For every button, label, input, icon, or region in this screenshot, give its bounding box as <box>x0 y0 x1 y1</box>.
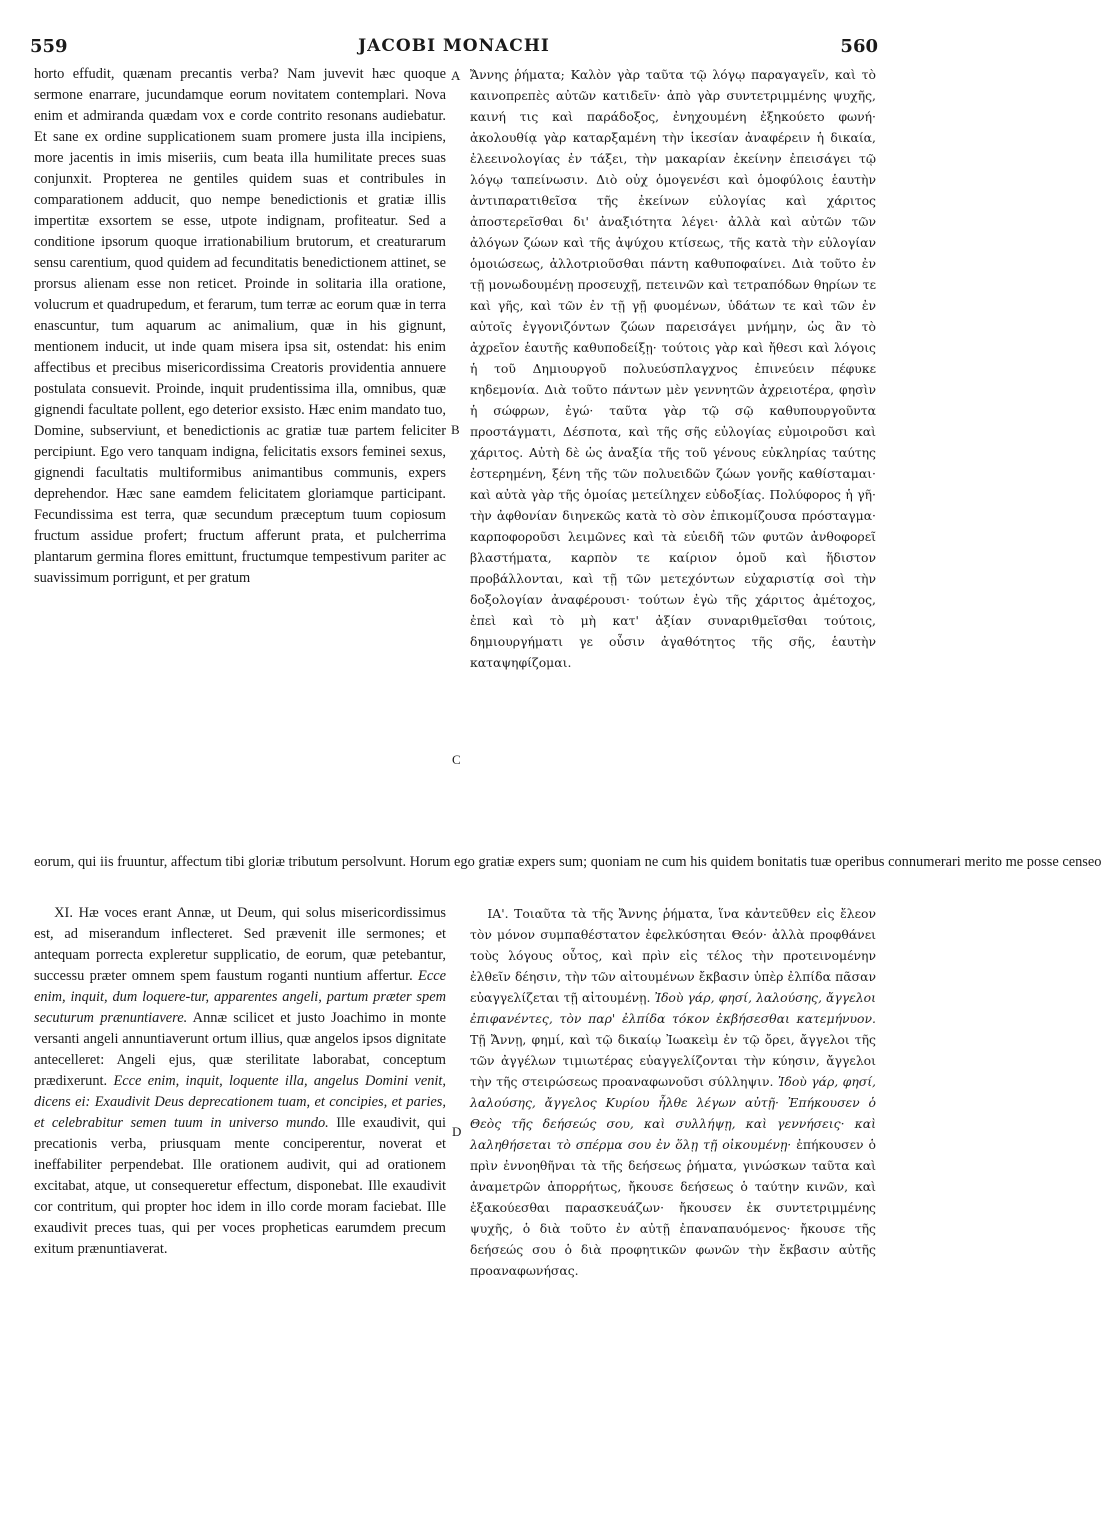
margin-marker-d: D <box>452 1124 462 1139</box>
greek-text: Τῇ Ἄννῃ, φημί, καὶ τῷ δικαίῳ Ἰωακεὶμ ἐν τῷ ὄρει, ἄγγελοι τῆς τῶν ἀγγέλων τιμιωτέρας εὐαγγελίζονται τὴν κύησιν, ἄγγελοι τὴν τῆς στειρώσεως προαναφωνοῦσι σύλληψιν. <box>470 1032 876 1089</box>
running-title: JACOBI MONACHI <box>358 36 550 56</box>
page-number-right: 560 <box>840 36 878 57</box>
greek-quote: Ἰδοὺ γάρ, φησί, λαλούσης, ἄγγελοι ἐπιφανέντες, τὸν παρ' ἐλπίδα τόκον ἐκβήσεσθαι κατεμήνυον. <box>470 990 876 1026</box>
greek-column-top <box>470 64 876 673</box>
margin-marker-c: C <box>452 752 461 767</box>
page-number-left: 559 <box>30 36 68 57</box>
latin-text: XI. Hæ voces erant Annæ, ut Deum, qui solus misericordissimus est, ad miserandum inflecteret. Sed prævenit ille sermones; et antequam porrecta expleretur supplicatio, de eorum, quæ petebantur, successu præter omnem spem faustum roganti nuntium affertur. <box>34 905 446 984</box>
latin-column-top <box>34 64 446 589</box>
latin-quote: Ecce enim, inquit, loquente illa, angelus Domini venit, dicens ei: Exaudivit Deus deprecationem tuam, et concipies, et paries, et celebrabitur semen tuum in universo mundo. <box>34 1073 446 1131</box>
latin-section-xi <box>34 903 446 1260</box>
greek-text: ΙΑ'. Τοιαῦτα τὰ τῆς Ἄννης ῥήματα, ἵνα κἀντεῦθεν εἰς ἔλεον τὸν μόνον συμπαθέστατον ἐφελκύσηται Θεόν· ἀλλὰ προφθάνει τοὺς λόγους οὗτος, καὶ πρὶν εἰς τέλος τὴν προτεινομένην ἐλθεῖν δέησιν, τὴν τῶν αἰτουμένων ἔκβασιν ὑπὲρ ἐλπίδα πᾶσαν εὐαγγελίζεται τῇ αἰτουμένῃ. <box>470 906 876 1005</box>
greek-column-bottom <box>470 903 876 1281</box>
latin-column-bottom <box>34 903 446 1260</box>
margin-marker-b: B <box>451 422 460 437</box>
page-header <box>30 36 878 62</box>
latin-text: Annæ scilicet et justo Joachimo in monte versanti angeli annuntiaverunt ortum illius, quæ angelos ipsos dignitate antecelleret: Angeli ejus, quæ sterilitate laborabat, conceptum prædixerunt. <box>34 1010 446 1089</box>
latin-bridge-line: eorum, qui iis fruuntur, affectum tibi gloriæ tributum persolvunt. Horum ego gratiæ expers sum; quoniam ne cum his quidem bonitatis tuæ operibus connumerari merito me posse censeo <box>34 854 1101 870</box>
latin-text: Ille exaudivit, qui precationis verba, priusquam mente conciperentur, noverat et ineffabiliter perpendebat. Ille orationem audivit, qui ad orationem excitabat, atque, ut consequeretur effectum, disponebat. Ille exaudivit cor contritum, qui propter hoc idem in illo corde moram faciebat. Ille exaudivit preces tuas, qui per voces propheticas earumdem precum exitum prænuntiaverat. <box>34 1115 446 1257</box>
latin-quote: Ecce enim, inquit, dum loquere-tur, apparentes angeli, partum præter spem secuturum prænuntiavere. <box>34 968 446 1026</box>
latin-paragraph: horto effudit, quænam precantis verba? Nam juvevit hæc quoque sermone enarrare, jucundamque eorum novitatem contemplari. Nova enim et admiranda quædam vox e corde contrito resonans audiebatur. Et sane ex ordine supplicationem suam promere justa illa incipiens, more jacentis in imis miseriis, cum beata illa humilitate preces suas conjunxit. Propterea ne gentiles quidem suas et contribules in comparationem adducit, quo nempe benedictionis et gratiæ illis impertitæ exsortem se esse, utpote indignam, profiteatur. Sed a conditione ipsorum quoque irrationabilium brutorum, et creaturarum sensu carentium, quod quidem ad fecunditatis benedictionem attinet, se prorsus alienam esse non reticet. Proinde in solitaria illa oratione, volucrum et quadrupedum, et ferarum, tum terræ ac eorum quæ in terra enascuntur, tum aquarum ac animalium, quæ in his gignunt, mentionem inducit, ut inde quam misera ipsa sit, ostendat: his enim affectibus et precibus misericordissima Creatoris providentia annuere postulata consuevit. Proinde, inquit prudentissima illa, omnibus, quæ gignendi facultate pollent, ego deterior exsisto. Hæc enim mandato tuo, Domine, subserviunt, et benedictionis ac gratiæ tuæ partem feliciter percipiunt. Ego vero tanquam indigna, felicitatis exsors feminei sexus, gignendi facultatis multiformibus animantibus communis, expers deprehendor. Hæc sane eamdem felicitatem gloriamque participant. Fecundissima est terra, quæ secundum præceptum tuum copiosum fructum assidue profert; fructum afferunt prata, et pulcherrima plantarum germina flores emittunt, fructumque tempestivum pariter ac suavissimum porrigunt, et per gratum <box>34 66 446 586</box>
margin-marker-a: A <box>451 68 461 83</box>
greek-section-ia <box>470 903 876 1281</box>
greek-text: ἐπήκουσεν ὁ πρὶν ἐννοηθῆναι τὰ τῆς δεήσεως ῥήματα, γινώσκων ταῦτα καὶ ἀναμετρῶν ἀπορρήτως, ἤκουσε δεήσεως ὁ ταύτην κινῶν, καὶ ἐξακούεσθαι παρασκευάζων· ἤκουσεν ἐκ συντετριμμένης ψυχῆς, ὁ διὰ τοῦτο ἐν αὐτῇ ἐπαναπαυόμενος· ἤκουσε τῆς δεήσεώς σου ὁ διὰ προφητικῶν φωνῶν τὴν ἔκβασιν αὐτῆς προαναφωνήσας. <box>470 1137 876 1278</box>
greek-paragraph: Ἄννης ῥήματα; Καλὸν γὰρ ταῦτα τῷ λόγῳ παραγαγεῖν, καὶ τὸ καινοπρεπὲς αὐτῶν κατιδεῖν· ἀπὸ γὰρ συντετριμμένης ψυχῆς, καινή τις καὶ παράδοξος, ἐνηχουμένη ἐξηκούετο φωνή· ἀκολουθίᾳ γὰρ καταρξαμένη τὴν ἱκεσίαν ἀναφέρειν ἡ δικαία, ἐλεεινολογίας ἐν τάξει, τὴν μακαρίαν ἐκείνην ἐπεισάγει τῷ λόγῳ ταπείνωσιν. Διὸ οὐχ ὁμογενέσι καὶ ὁμοφύλοις ἑαυτὴν ἀντιπαρατιθεῖσα τῆς ἐκείνων εὐλογίας καὶ χάριτος ἀποστερεῖσθαι δι' ἀναξιότητα λέγει· ἀλλὰ καὶ αὐτῶν τῶν ἀλόγων ζώων καὶ τῆς ἀψύχου κτίσεως, τῆς κατὰ τὴν εὐλογίαν ὁμοιώσεως, ἀλλοτριοῦσθαι πάντη καθυποφαίνει. Διὰ τοῦτο ἐν τῇ μονωδουμένῃ προσευχῇ, πετεινῶν καὶ τετραπόδων θηρίων τε καὶ γῆς, καὶ τῶν ἐν τῇ γῇ φυομένων, ὑδάτων τε καὶ τῶν ἐν αὐτοῖς ἐγγονιζόντων ζώων παρεισάγει μνήμην, ὡς ἂν τὸ ἀχρεῖον ἑαυτῆς καθυποδείξῃ· τούτοις γὰρ καὶ ἤθεσι καὶ λόγοις ἡ τοῦ Δημιουργοῦ πολυεύσπλαγχνος ἐπινεύειν πέφυκε κηδεμονία. Διὰ τοῦτο πάντων μὲν γεννητῶν ἀχρειοτέρα, φησὶν ἡ σώφρων, ἐγώ· ταῦτα γὰρ τῷ σῷ καθυπουργοῦντα προστάγματι, Δέσποτα, καὶ τῆς σῆς εὐλογίας εὐμοιροῦσι καὶ χάριτος. Αὐτὴ δὲ ὡς ἀναξία τῆς τοῦ γένους εὐκληρίας ταύτης ἐστερημένη, ξένη τῆς τῶν πολυειδῶν ζώων γονῆς καθίσταμαι· καὶ αὐτὰ γὰρ τῆς ὁμοίας μετείληχεν εὐδοξίας. Πολύφορος ἡ γῆ· τὴν ἀφθονίαν διηνεκῶς κατὰ τὸ σὸν ἐπικομίζουσα πρόσταγμα· καρποφοροῦσι λειμῶνες καὶ τὰ εὐειδῆ τῶν φυτῶν ἀνθοφορεῖ βλαστήματα, καρπὸν τε καίριον ὁμοῦ καὶ ἥδιστον προβάλλονται, καὶ τῇ τῶν μετεχόντων εὐχαριστίᾳ σοὶ τὴν δοξολογίαν ἀναφέρουσι· τούτων ἐγὼ τῆς χάριτος ἀμέτοχος, ἐπεὶ καὶ τὸ μὴ κατ' ἀξίαν συναριθμεῖσθαι τούτοις, δημιουργήματι γε οὖσιν ἀγαθότητος τῆς σῆς, ἑαυτὴν καταψηφίζομαι. <box>470 67 876 670</box>
greek-quote: Ἰδοὺ γάρ, φησί, λαλούσης, ἄγγελος Κυρίου ἦλθε λέγων αὐτῇ· Ἐπήκουσεν ὁ Θεὸς τῆς δεήσεώς σου, καὶ συλλήψῃ, καὶ γεννήσεις· καὶ λαληθήσεται τὸ σπέρμα σου ἐν ὅλῃ τῇ οἰκουμένῃ· <box>470 1074 876 1152</box>
